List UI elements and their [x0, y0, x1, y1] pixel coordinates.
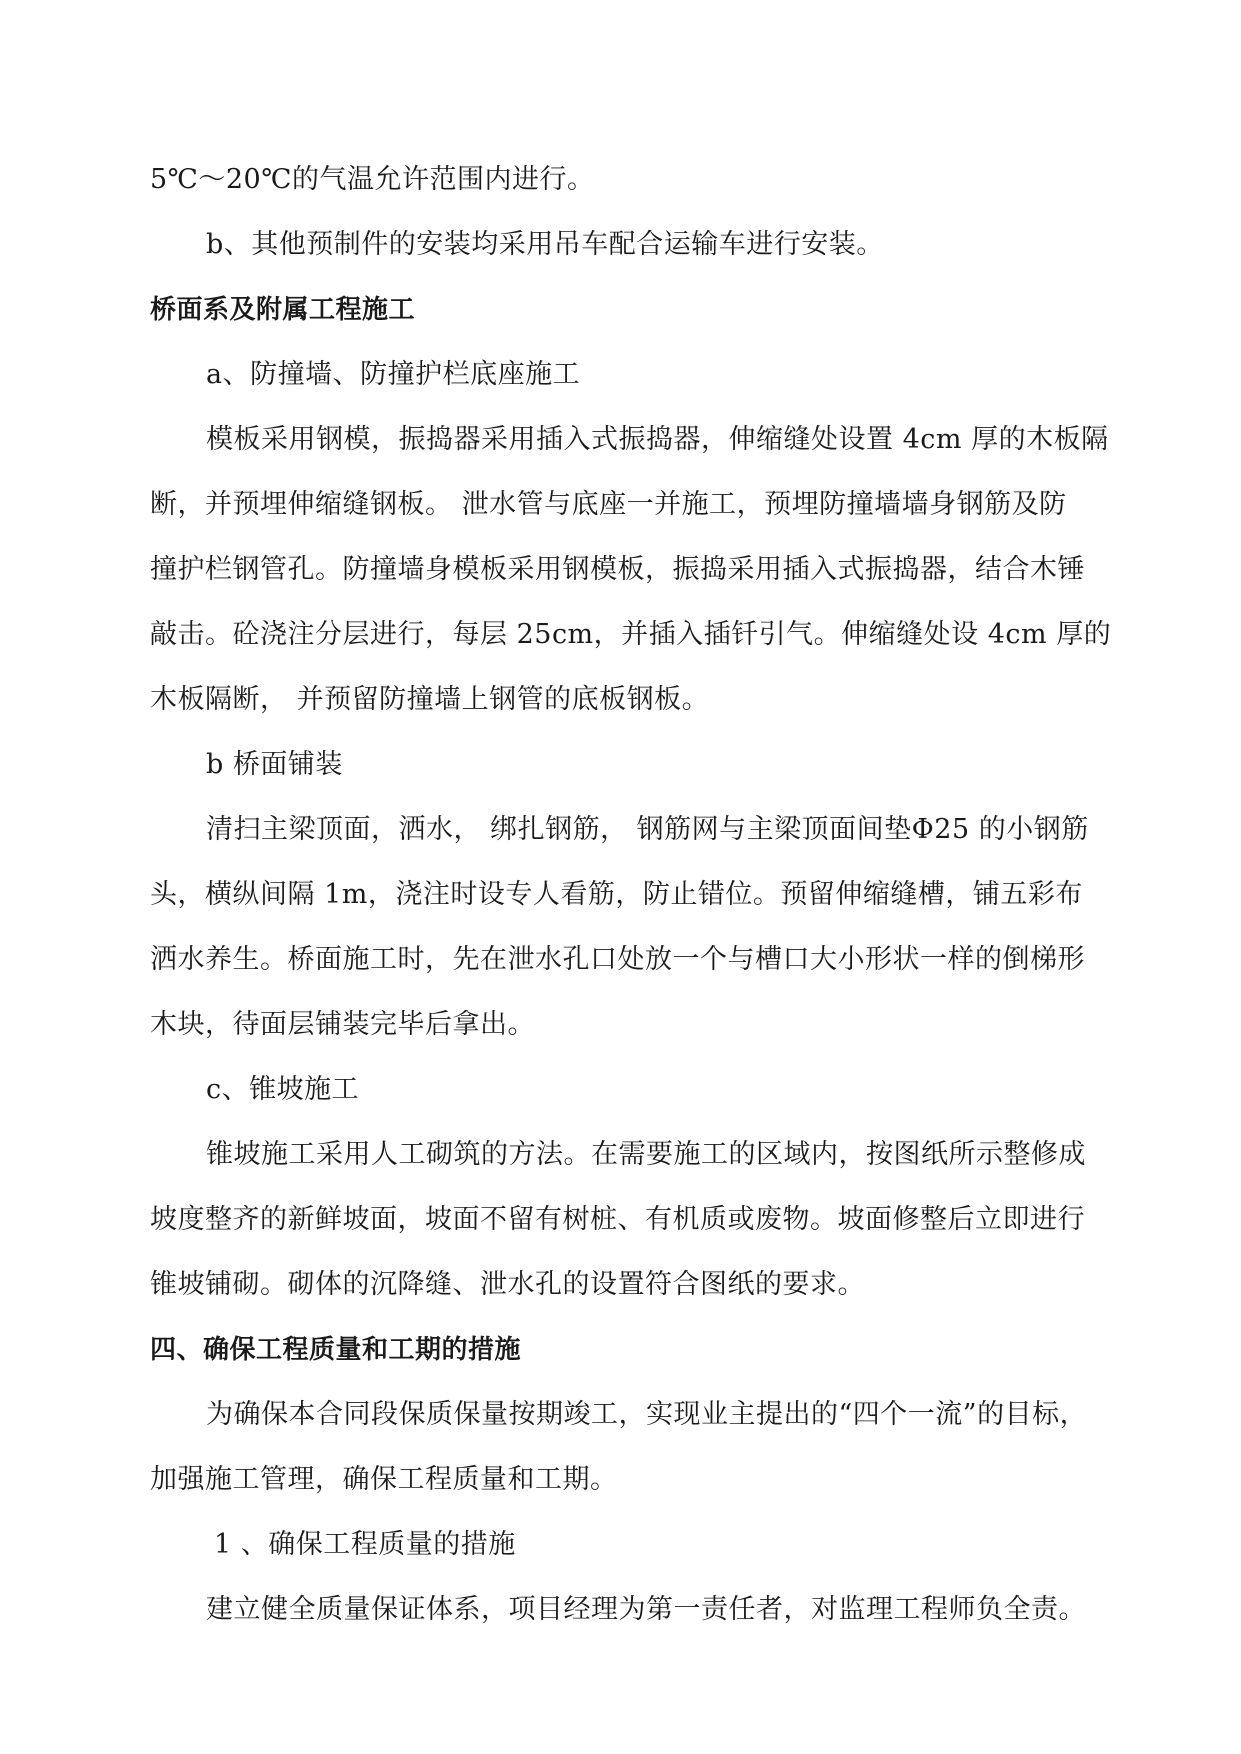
text-line: 撞护栏钢管孔。防撞墙身模板采用钢模板，振捣采用插入式振捣器，结合木锤 [150, 554, 1085, 585]
text-line: 5℃～20℃的气温允许范围内进行。 [150, 164, 595, 195]
subsection-heading: 1 、确保工程质量的措施 [214, 1529, 516, 1560]
text-line: 断，并预埋伸缩缝钢板。 泄水管与底座一并施工，预埋防撞墙墙身钢筋及防 [150, 489, 1067, 520]
text-line: 木块，待面层铺装完毕后拿出。 [150, 1009, 535, 1040]
text-line: 锥坡铺砌。砌体的沉降缝、泄水孔的设置符合图纸的要求。 [150, 1269, 865, 1300]
subsection-heading: c、锥坡施工 [206, 1074, 360, 1105]
text-line: b、其他预制件的安装均采用吊车配合运输车进行安装。 [206, 229, 884, 260]
text-line: 模板采用钢模，振捣器采用插入式振捣器，伸缩缝处设置 4cm 厚的木板隔 [206, 424, 1109, 455]
text-line: 锥坡施工采用人工砌筑的方法。在需要施工的区域内，按图纸所示整修成 [206, 1139, 1086, 1170]
text-line: 敲击。砼浇注分层进行，每层 25cm，并插入插钎引气。伸缩缝处设 4cm 厚的 [150, 619, 1112, 650]
text-line: 加强施工管理，确保工程质量和工期。 [150, 1464, 618, 1495]
text-line: 为确保本合同段保质保量按期竣工，实现业主提出的“四个一流”的目标， [206, 1399, 1088, 1430]
subsection-heading: b 桥面铺装 [206, 749, 343, 780]
text-line: 洒水养生。桥面施工时，先在泄水孔口处放一个与槽口大小形状一样的倒梯形 [150, 944, 1085, 975]
text-line: 清扫主梁顶面，洒水， 绑扎钢筋， 钢筋网与主梁顶面间垫Φ25 的小钢筋 [206, 814, 1089, 845]
section-heading: 桥面系及附属工程施工 [150, 295, 416, 325]
text-line: 建立健全质量保证体系，项目经理为第一责任者，对监理工程师负全责。 [206, 1594, 1086, 1625]
text-line: 头，横纵间隔 1m，浇注时设专人看筋，防止错位。预留伸缩缝槽，铺五彩布 [150, 879, 1083, 910]
text-line: 木板隔断， 并预留防撞墙上钢管的底板钢板。 [150, 684, 710, 715]
subsection-heading: a、防撞墙、防撞护栏底座施工 [206, 359, 581, 390]
text-line: 坡度整齐的新鲜坡面，坡面不留有树桩、有机质或废物。坡面修整后立即进行 [150, 1204, 1085, 1235]
section-heading: 四、确保工程质量和工期的措施 [150, 1335, 522, 1365]
